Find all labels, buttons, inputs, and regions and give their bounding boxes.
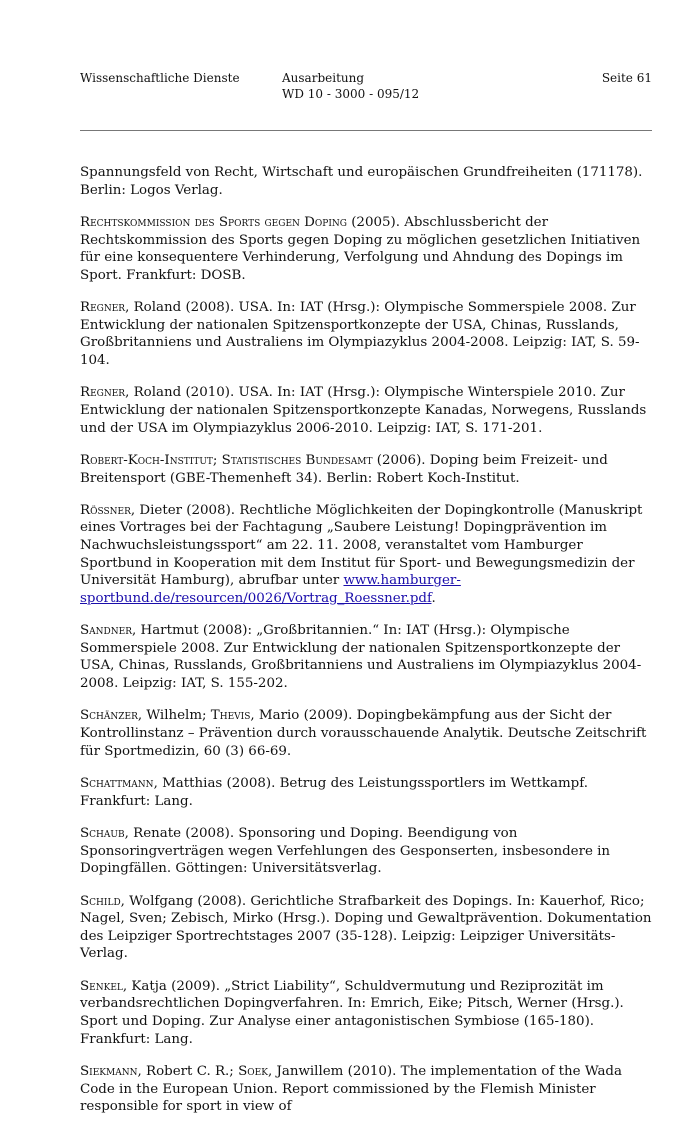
entry-text-cont: , Mario (2009). Dopingbekämpfung aus der Sicht der Kontrollinstanz – Prävention durch vorausschauende Analytik. Deutsche Zeitschrift für Sportmedizin, 60 (3) 66-69. [80, 708, 647, 759]
header-institution: Wissenschaftliche Dienste [80, 71, 240, 85]
entry-text-cont: , Janwillem (2010). The implementation of the Wada Code in the European Union. Report commissioned by the Flemish Minister responsible for sport in view of [80, 1063, 622, 1115]
entry-author: Robert-Koch-Institut; Statistisches Bundesamt [80, 452, 373, 468]
entry-author: Schaub [80, 825, 125, 841]
bibliography-entry [80, 384, 654, 437]
entry-text: , Dieter (2008). Rechtliche Möglichkeiten der Dopingkontrolle (Manuskript eines Vortrages bei der Fachtagung „Saubere Leistung! Dopingprävention im Nachwuchsleistungssport“ am 22. 11. 2008, veranstaltet vom Hamburger Sportbund in Kooperation mit dem Institut für Sport- und Bewegungsmedizin der Universität Hamburg), abrufbar unter [80, 502, 643, 589]
entry-author: Schattmann [80, 776, 154, 791]
header-document-info [282, 70, 419, 102]
entry-author: Senkel [80, 978, 123, 994]
entry-author: Siekmann [80, 1063, 138, 1079]
entry-text: (2005). Abschlussbericht der Rechtskommission des Sports gegen Doping zu möglichen gesetzlichen Initiativen für eine konsequentere Verhinderung, Verfolgung und Ahndung des Dopings im Sport. Frankfurt: DOSB. [80, 214, 641, 283]
page-header [80, 70, 652, 114]
header-doc-type: Ausarbeitung [282, 71, 365, 85]
entry-author: Schänzer [80, 708, 138, 724]
header-page-number: Seite 61 [601, 71, 652, 85]
bibliography-entry [80, 893, 654, 963]
entry-coauthor: Thevis [210, 708, 251, 724]
entry-link[interactable]: www.hamburger-sportbund.de/resourcen/0026/Vortrag_Roessner.pdf [80, 573, 461, 606]
entry-text: , Renate (2008). Sponsoring und Doping. Beendigung von Sponsoringverträgen wegen Verfehlungen des Gesponserten, insbesondere in Dopingfällen. Göttingen: Universitätsverlag. [80, 825, 611, 877]
entry-text: , Hartmut (2008): „Großbritannien.“ In: IAT (Hrsg.): Olympische Sommerspiele 2008. Zur Entwicklung der nationalen Spitzensportkonzepte der USA, Chinas, Russlands, Großbritanniens und Australiens im Olympiazyklus 2004-2008. Leipzig: IAT, S. 155-202. [80, 623, 642, 692]
entry-author: Sandner [80, 623, 132, 639]
entry-author: Rössner [80, 502, 131, 518]
bibliography-entry [80, 1063, 654, 1116]
entry-text: , Katja (2009). „Strict Liability“, Schuldvermutung und Reziprozität im verbandsrechtlichen Dopingverfahren. In: Emrich, Eike; Pitsch, Werner (Hrsg.). Sport und Doping. Zur Analyse einer antagonistischen Symbiose (165-180). Frankfurt: Lang. [80, 978, 624, 1047]
bibliography-entry [80, 164, 654, 199]
entry-text-end: . [431, 590, 436, 606]
entry-author: Schild [80, 893, 121, 909]
entry-text: , Roland (2010). USA. In: IAT (Hrsg.): Olympische Winterspiele 2010. Zur Entwicklung der nationalen Spitzensportkonzepte Kanadas, Norwegens, Russlands und der USA im Olympiazyklus 2006-2010. Leipzig: IAT, S. 171-201. [80, 385, 647, 436]
bibliography-entry [80, 502, 654, 608]
entry-author: Rechtskommission des Sports gegen Doping [80, 214, 347, 230]
entry-author: Regner [80, 300, 126, 316]
entry-author: Regner [80, 385, 126, 401]
entry-text: , Wolfgang (2008). Gerichtliche Strafbarkeit des Dopings. In: Kauerhof, Rico; Nagel, Sven; Zebisch, Mirko (Hrsg.). Doping und Gewaltprävention. Dokumentation des Leipziger Sportrechtstages 2007 (35-128). Leipzig: Leipziger Universitäts-Verlag. [80, 893, 652, 962]
bibliography-entry [80, 978, 654, 1048]
entry-coauthor: Soek [238, 1063, 268, 1079]
bibliography-entry [80, 452, 654, 487]
bibliography-entry [80, 214, 654, 284]
entry-text: , Robert C. R.; [137, 1063, 239, 1079]
bibliography-list [80, 164, 654, 1130]
bibliography-entry [80, 622, 654, 692]
entry-text: , Matthias (2008). Betrug des Leistungssportlers im Wettkampf. Frankfurt: Lang. [80, 776, 588, 809]
bibliography-entry [80, 707, 654, 760]
header-doc-number: WD 10 - 3000 - 095/12 [282, 87, 420, 101]
header-divider [80, 130, 652, 131]
entry-text: (2006). Doping beim Freizeit- und Breitensport (GBE-Themenheft 34). Berlin: Robert Koch-Institut. [80, 452, 608, 486]
entry-text: Spannungsfeld von Recht, Wirtschaft und europäischen Grundfreiheiten (171178). Berlin: Logos Verlag. [80, 165, 643, 198]
bibliography-entry [80, 775, 654, 810]
entry-text: , Roland (2008). USA. In: IAT (Hrsg.): Olympische Sommerspiele 2008. Zur Entwicklung der nationalen Spitzensportkonzepte der USA, Chinas, Russlands, Großbritanniens und Australiens im Olympiazyklus 2004-2008. Leipzig: IAT, S. 59-104. [80, 300, 640, 368]
bibliography-entry [80, 825, 654, 878]
bibliography-entry [80, 299, 654, 369]
entry-text: , Wilhelm; [137, 708, 211, 724]
